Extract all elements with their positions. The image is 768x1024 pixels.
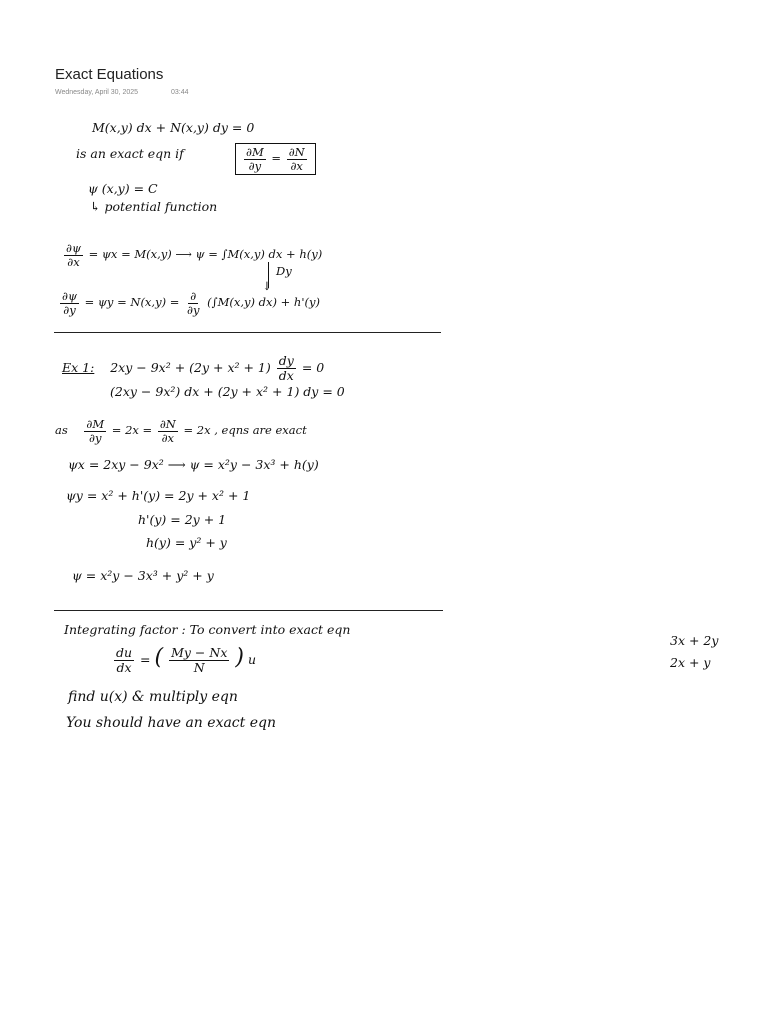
- potential-function-note: ↳ potential function: [90, 199, 218, 214]
- dy-numerator: dy: [278, 353, 294, 368]
- dy-denominator: ∂y: [63, 302, 76, 317]
- exactness-conclusion: = 2x , eqns are exact: [183, 423, 307, 438]
- dpsi-dy-fraction: [60, 290, 79, 316]
- dM-dy-fraction: [84, 418, 106, 444]
- dpsi-numerator: ∂ψ: [66, 241, 81, 255]
- dy-denominator: ∂y: [248, 158, 262, 173]
- dx-denominator: ∂x: [161, 430, 175, 445]
- dpsi-dx-fraction: [64, 242, 83, 268]
- side-note-2: 2x + y: [670, 655, 711, 670]
- u-factor: u: [247, 651, 256, 667]
- exactness-condition-label: is an exact eqn if: [76, 146, 184, 161]
- du-numerator: du: [116, 645, 133, 660]
- dM-numerator: ∂M: [246, 145, 264, 159]
- example-1-expression: 2xy − 9x² + (2y + x² + 1): [110, 359, 271, 375]
- exact-equation-definition: M(x,y) dx + N(x,y) dy = 0: [92, 120, 255, 135]
- partial-numerator: ∂: [190, 289, 197, 303]
- example-1-line-4: ψx = 2xy − 9x² ⟶ ψ = x²y − 3x³ + h(y): [68, 457, 319, 472]
- equals-sign: =: [271, 151, 282, 166]
- equals-2x: = 2x =: [111, 423, 153, 438]
- dN-dx-fraction: [158, 418, 178, 444]
- potential-equation: ψ (x,y) = C: [88, 181, 158, 196]
- dx-denominator: dx: [116, 659, 132, 675]
- N-denominator: N: [193, 659, 205, 675]
- instruction-find-u: find u(x) & multiply eqn: [68, 689, 238, 705]
- page-date: Wednesday, April 30, 2025: [55, 89, 139, 96]
- close-paren: ): [235, 644, 244, 670]
- dN-numerator: ∂N: [159, 417, 176, 431]
- dpsi-numerator: ∂ψ: [62, 289, 77, 303]
- integrating-factor-formula: [112, 646, 256, 675]
- equals-sign: =: [140, 651, 151, 667]
- dN-dx-fraction: [287, 146, 307, 172]
- du-dx-fraction: [114, 646, 134, 675]
- page-time: 03:44: [171, 89, 189, 96]
- exactness-condition-box: [235, 143, 316, 175]
- example-1-line-2: (2xy − 9x²) dx + (2y + x² + 1) dy = 0: [110, 384, 345, 399]
- dM-numerator: ∂M: [86, 417, 105, 431]
- as-word: as: [55, 423, 68, 438]
- dy-denominator: ∂y: [89, 430, 102, 445]
- example-1-line-1: [62, 354, 324, 383]
- psi-y-rest: (∫M(x,y) dx) + h'(y): [207, 295, 320, 310]
- partial-y-fraction: [185, 290, 201, 316]
- dx-denominator: ∂x: [290, 158, 303, 173]
- example-1-solution: ψ = x²y − 3x³ + y² + y: [72, 568, 214, 583]
- dN-numerator: ∂N: [288, 145, 305, 159]
- instruction-exact-eqn: You should have an exact eqn: [66, 715, 276, 731]
- psi-y-expression: = ψy = N(x,y) =: [84, 295, 180, 310]
- example-1-equals-zero: = 0: [301, 359, 325, 375]
- exactness-condition-text: [76, 148, 184, 161]
- example-1-line-7: h(y) = y² + y: [146, 535, 227, 550]
- open-paren: (: [154, 644, 164, 670]
- example-1-exactness-check: [55, 418, 307, 444]
- dx-denominator: ∂x: [67, 254, 80, 269]
- dy-dx-fraction: [277, 354, 296, 383]
- side-note-1: 3x + 2y: [670, 633, 719, 648]
- dM-dy-fraction: [244, 146, 266, 172]
- example-1-line-6: h'(y) = 2y + 1: [138, 512, 227, 527]
- dy-denominator: ∂y: [187, 302, 200, 317]
- derivative-label: Dy: [276, 264, 292, 278]
- section-divider: [54, 332, 441, 333]
- psi-y-line: [58, 290, 320, 316]
- down-arrow-head: ↓: [262, 279, 272, 293]
- My-minus-Nx: My − Nx: [171, 645, 228, 660]
- page-title: Exact Equations: [55, 66, 164, 83]
- section-divider: [54, 610, 443, 611]
- integrating-factor-heading: Integrating factor : To convert into exact eqn: [64, 622, 351, 637]
- psi-x-expression: = ψx = M(x,y) ⟶ ψ = ∫M(x,y) dx + h(y): [88, 247, 323, 262]
- dx-denominator: dx: [278, 367, 294, 383]
- integrating-factor-fraction: [169, 646, 229, 675]
- example-1-label: Ex 1:: [62, 359, 95, 375]
- example-1-line-5: ψy = x² + h'(y) = 2y + x² + 1: [66, 488, 251, 503]
